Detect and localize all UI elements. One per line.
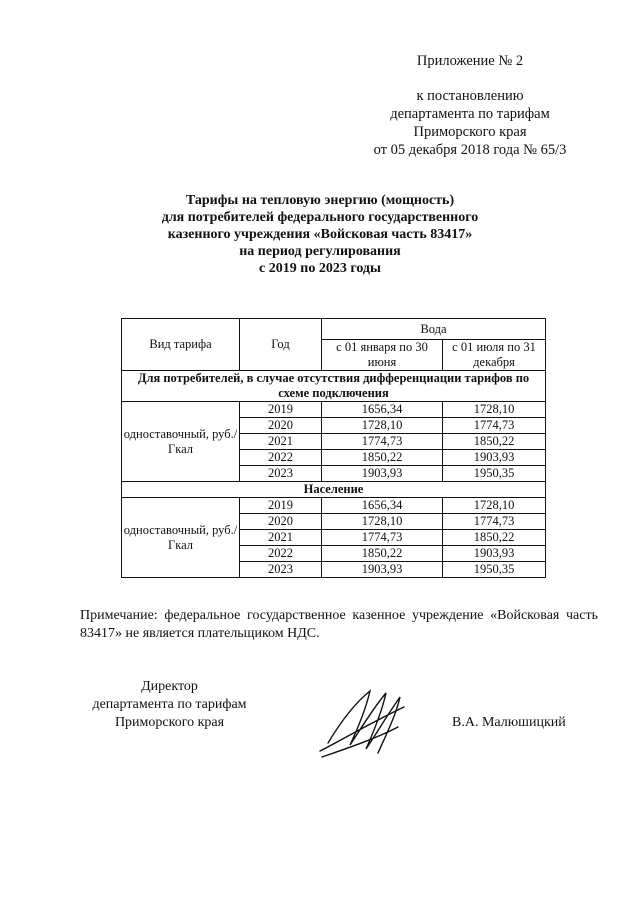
year-cell: 2021	[240, 530, 322, 546]
appendix-line: к постановлению	[416, 88, 524, 104]
signatory-title	[92, 678, 247, 732]
value-cell: 1774,73	[443, 418, 546, 434]
appendix-title: Приложение № 2	[416, 53, 524, 69]
value-cell: 1850,22	[322, 546, 443, 562]
year-cell: 2021	[240, 434, 322, 450]
value-cell: 1656,34	[322, 498, 443, 514]
document-title	[80, 192, 560, 277]
value-cell: 1728,10	[322, 418, 443, 434]
signatory-line: Директор	[141, 679, 198, 694]
signatory-line: департамента по тарифам	[92, 697, 247, 712]
year-cell: 2019	[240, 498, 322, 514]
value-cell: 1903,93	[322, 466, 443, 482]
value-cell: 1774,73	[322, 530, 443, 546]
value-cell: 1850,22	[322, 450, 443, 466]
title-line: с 2019 по 2023 годы	[259, 261, 381, 276]
value-cell: 1950,35	[443, 466, 546, 482]
section-title: Население	[122, 482, 546, 498]
year-cell: 2022	[240, 546, 322, 562]
value-cell: 1950,35	[443, 562, 546, 578]
handwritten-signature	[300, 683, 420, 763]
table-row	[122, 498, 546, 514]
appendix-line: от 05 декабря 2018 года № 65/3	[373, 142, 567, 158]
value-cell: 1774,73	[443, 514, 546, 530]
appendix-line: департамента по тарифам	[390, 106, 550, 122]
header-period-1: с 01 января по 30 июня	[322, 340, 443, 371]
title-line: на период регулирования	[239, 244, 401, 259]
title-line: для потребителей федерального государственного	[161, 210, 479, 225]
signatory-name: В.А. Малюшицкий	[452, 715, 566, 730]
value-cell: 1774,73	[322, 434, 443, 450]
section-title: Для потребителей, в случае отсутствия дифференциации тарифов по схеме подключения	[122, 371, 546, 402]
value-cell: 1656,34	[322, 402, 443, 418]
value-cell: 1850,22	[443, 530, 546, 546]
header-year: Год	[240, 319, 322, 371]
section-header-row	[122, 482, 546, 498]
value-cell: 1903,93	[322, 562, 443, 578]
value-cell: 1903,93	[443, 546, 546, 562]
value-cell: 1728,10	[443, 498, 546, 514]
header-water: Вода	[322, 319, 546, 340]
value-cell: 1903,93	[443, 450, 546, 466]
year-cell: 2023	[240, 562, 322, 578]
appendix-block	[330, 52, 610, 159]
value-cell: 1850,22	[443, 434, 546, 450]
signatory-line: Приморского края	[114, 715, 225, 730]
title-line: Тарифы на тепловую энергию (мощность)	[185, 193, 455, 208]
tariff-type-cell: одноставочный, руб./Гкал	[122, 402, 240, 482]
table-header-row	[122, 319, 546, 340]
year-cell: 2022	[240, 450, 322, 466]
section-header-row	[122, 371, 546, 402]
year-cell: 2020	[240, 418, 322, 434]
title-line: казенного учреждения «Войсковая часть 83417»	[167, 227, 473, 242]
year-cell: 2019	[240, 402, 322, 418]
table-row	[122, 402, 546, 418]
tariff-type-cell: одноставочный, руб./Гкал	[122, 498, 240, 578]
appendix-line: Приморского края	[413, 124, 527, 140]
year-cell: 2020	[240, 514, 322, 530]
header-period-2: с 01 июля по 31 декабря	[443, 340, 546, 371]
value-cell: 1728,10	[443, 402, 546, 418]
year-cell: 2023	[240, 466, 322, 482]
header-tariff-type: Вид тарифа	[122, 319, 240, 371]
value-cell: 1728,10	[322, 514, 443, 530]
note-text: Примечание: федеральное государственное казенное учреждение «Войсковая часть 83417» не является плательщиком НДС.	[80, 608, 598, 641]
tariff-table	[121, 318, 546, 578]
